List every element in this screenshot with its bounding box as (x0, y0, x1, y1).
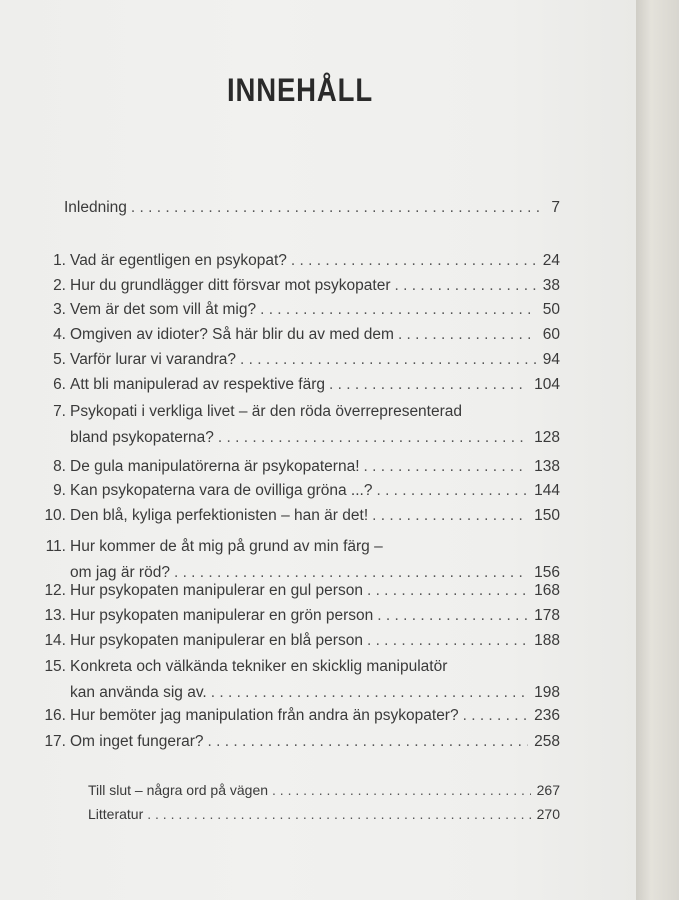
toc-back-matter-row (0, 782, 560, 806)
chapter-number: 4. (53, 326, 66, 343)
leader-dots (131, 199, 545, 217)
chapter-page: 156 (534, 564, 560, 581)
chapter-page: 24 (542, 252, 560, 269)
chapter-page: 38 (542, 277, 560, 294)
leader-dots (272, 782, 531, 798)
chapter-title-cont: om jag är röd? (70, 564, 170, 581)
toc-intro-page: 7 (551, 199, 560, 216)
back-matter-title: Till slut – några ord på vägen (88, 782, 269, 798)
chapter-title: Omgiven av idioter? Så här blir du av med dem (70, 326, 394, 343)
toc-intro-label: Inledning (64, 199, 127, 216)
toc-chapter-row (0, 458, 560, 482)
chapter-page: 150 (534, 507, 560, 524)
chapter-page: 128 (534, 429, 560, 446)
chapter-number: 3. (53, 301, 66, 318)
chapter-number: 14. (44, 632, 66, 649)
leader-dots (260, 301, 537, 319)
chapter-number: 8. (53, 458, 66, 475)
chapter-title: Varför lurar vi varandra? (70, 351, 236, 368)
page-edge (636, 0, 679, 900)
chapter-number: 7. (53, 403, 66, 420)
toc-chapter-row (0, 607, 560, 631)
leader-dots (377, 607, 528, 625)
chapter-number: 6. (53, 376, 66, 393)
back-matter-page: 267 (536, 782, 560, 798)
toc-chapter-row (0, 376, 560, 400)
leader-dots (372, 507, 528, 525)
leader-dots (367, 632, 528, 650)
chapter-title-cont: bland psykopaterna? (70, 429, 214, 446)
chapter-number: 15. (44, 658, 66, 675)
back-matter-title: Litteratur (88, 806, 144, 822)
leader-dots (395, 277, 537, 295)
chapter-title: Hur psykopaten manipulerar en blå person (70, 632, 363, 649)
leader-dots (398, 326, 537, 344)
toc-chapter-row (0, 252, 560, 276)
toc-chapter-row (0, 538, 560, 581)
chapter-page: 258 (534, 733, 560, 750)
chapter-title: Att bli manipulerad av respektive färg (70, 376, 326, 393)
toc-chapter-row (0, 658, 560, 701)
page-title: INNEHÅLL (226, 72, 373, 108)
leader-dots (291, 252, 537, 270)
leader-dots (329, 376, 528, 394)
leader-dots (218, 429, 528, 447)
chapter-title: Hur psykopaten manipulerar en gul person (70, 582, 363, 599)
chapter-number: 1. (53, 252, 66, 269)
leader-dots (364, 458, 529, 476)
toc-chapter-row (0, 277, 560, 301)
chapter-title-cont: kan använda sig av. (70, 684, 207, 701)
toc-chapter-row (0, 582, 560, 606)
chapter-page: 60 (542, 326, 560, 343)
chapter-page: 138 (534, 458, 560, 475)
chapter-title: Konkreta och välkända tekniker en skicklig manipulatör (70, 658, 448, 675)
leader-dots (240, 351, 537, 369)
leader-dots (463, 707, 529, 725)
chapter-number: 10. (44, 507, 66, 524)
chapter-page: 168 (534, 582, 560, 599)
back-matter-page: 270 (536, 806, 560, 822)
toc-back-matter-row (0, 806, 560, 830)
toc-chapter-row (0, 351, 560, 375)
chapter-page: 236 (534, 707, 560, 724)
leader-dots (208, 733, 529, 751)
leader-dots (147, 806, 530, 822)
toc-intro (0, 199, 560, 223)
chapter-number: 13. (44, 607, 66, 624)
chapter-title: Den blå, kyliga perfektionisten – han är det! (70, 507, 369, 524)
chapter-title: Hur bemöter jag manipulation från andra än psykopater? (70, 707, 459, 724)
toc-chapter-row (0, 403, 560, 446)
chapter-number: 16. (44, 707, 66, 724)
chapter-number: 9. (53, 482, 66, 499)
toc-chapter-row (0, 507, 560, 531)
toc-chapter-row (0, 482, 560, 506)
chapter-page: 198 (534, 684, 560, 701)
leader-dots (174, 564, 528, 582)
leader-dots (367, 582, 528, 600)
chapter-page: 178 (534, 607, 560, 624)
chapter-title: Psykopati i verkliga livet – är den röda överrepresenterad (70, 403, 463, 420)
toc-chapter-row (0, 707, 560, 731)
chapter-title: De gula manipulatörerna är psykopaterna! (70, 458, 360, 475)
toc-chapter-row (0, 301, 560, 325)
chapter-number: 2. (53, 277, 66, 294)
toc-chapter-row (0, 326, 560, 350)
chapter-number: 11. (45, 538, 66, 555)
chapter-page: 144 (534, 482, 560, 499)
chapter-page: 94 (542, 351, 560, 368)
chapter-title: Om inget fungerar? (70, 733, 204, 750)
chapter-number: 12. (44, 582, 66, 599)
chapter-title: Vad är egentligen en psykopat? (70, 252, 287, 269)
toc-chapter-row (0, 632, 560, 656)
chapter-title: Hur kommer de åt mig på grund av min färg – (70, 538, 383, 555)
leader-dots (211, 684, 528, 702)
leader-dots (376, 482, 528, 500)
chapter-title: Hur du grundlägger ditt försvar mot psykopater (70, 277, 391, 294)
chapter-number: 17. (44, 733, 66, 750)
chapter-title: Kan psykopaterna vara de ovilliga gröna ...? (70, 482, 373, 499)
chapter-page: 188 (534, 632, 560, 649)
chapter-title: Hur psykopaten manipulerar en grön person (70, 607, 374, 624)
chapter-page: 50 (542, 301, 560, 318)
chapter-page: 104 (534, 376, 560, 393)
chapter-number: 5. (53, 351, 66, 368)
toc-chapter-row (0, 733, 560, 757)
chapter-title: Vem är det som vill åt mig? (70, 301, 257, 318)
